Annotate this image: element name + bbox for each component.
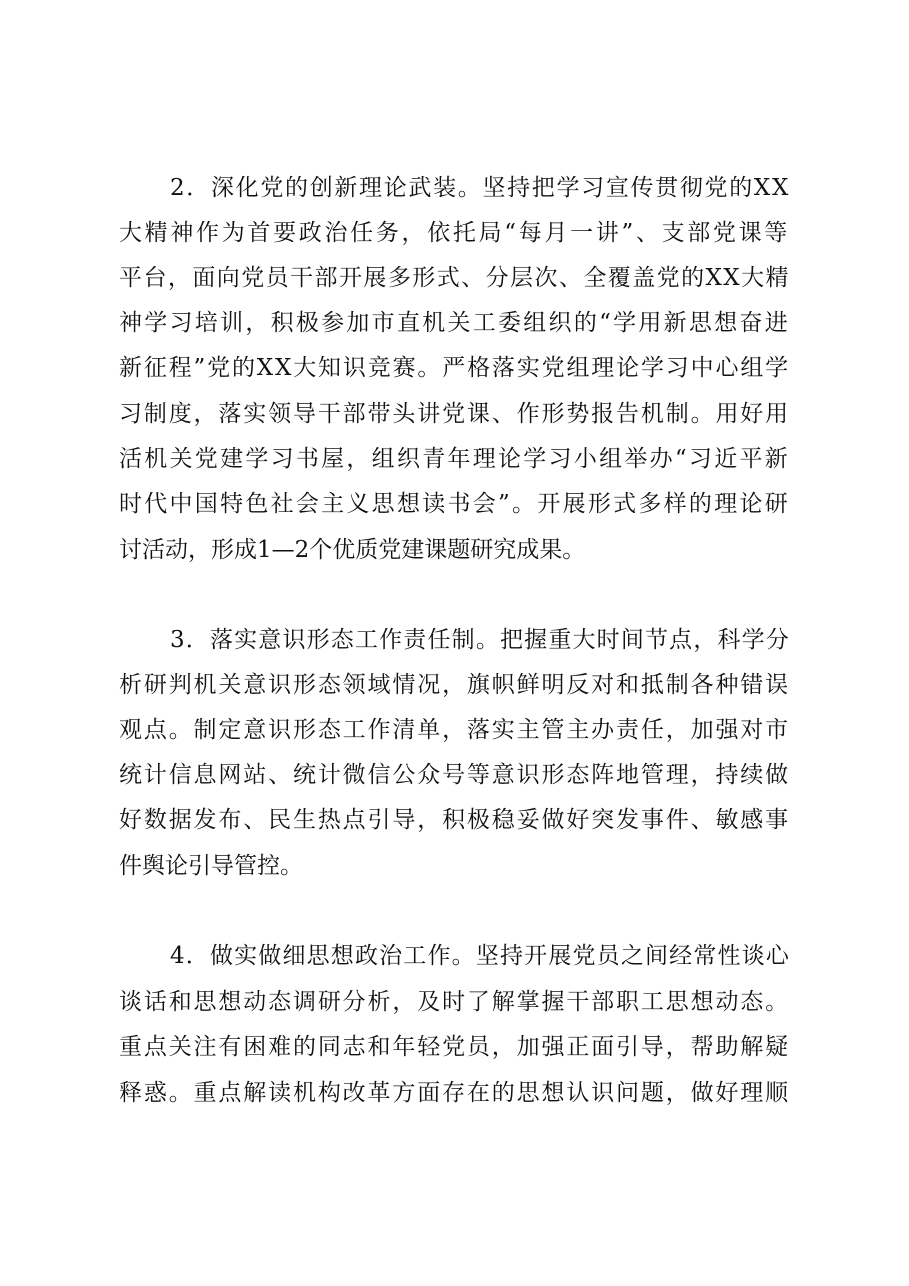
text-line: 新征程”党的XX大知识竞赛。严格落实党组理论学习中心组学 — [119, 355, 790, 381]
text-line: 谈话和思想动态调研分析，及时了解掌握干部职工思想动态。 — [119, 989, 790, 1015]
paragraph-4-line-4 — [0, 1073, 909, 1113]
paragraph-2-line-2 — [0, 213, 909, 253]
paragraph-4-line-2 — [0, 982, 909, 1022]
text-line: 好数据发布、民生热点引导，积极稳妥做好突发事件、敏感事 — [119, 807, 790, 833]
paragraph-3-line-2 — [0, 665, 909, 705]
paragraph-2-line-7 — [0, 439, 909, 479]
paragraph-2-line-9 — [0, 530, 909, 570]
text-line: 析研判机关意识形态领域情况，旗帜鲜明反对和抵制各种错误 — [119, 672, 790, 698]
text-line: 讨活动，形成1—2个优质党建课题研究成果。 — [119, 537, 586, 563]
text-line: 平台，面向党员干部开展多形式、分层次、全覆盖党的XX大精 — [119, 265, 790, 291]
paragraph-4-line-1 — [0, 936, 909, 976]
paragraph-2-line-5 — [0, 348, 909, 388]
text-line: 活机关党建学习书屋，组织青年理论学习小组举办“习近平新 — [119, 446, 790, 472]
text-line: 时代中国特色社会主义思想读书会”。开展形式多样的理论研 — [119, 491, 790, 517]
text-line: 习制度，落实领导干部带头讲党课、作形势报告机制。用好用 — [119, 401, 790, 427]
text-line: 观点。制定意识形态工作清单，落实主管主办责任，加强对市 — [119, 717, 790, 743]
paragraph-4-line-3 — [0, 1027, 909, 1067]
text-line: 大精神作为首要政治任务，依托局“每月一讲”、支部党课等 — [119, 220, 790, 246]
paragraph-2-line-6 — [0, 394, 909, 434]
text-line: 3．落实意识形态工作责任制。把握重大时间节点，科学分 — [170, 627, 790, 653]
paragraph-3-line-6 — [0, 846, 909, 886]
paragraph-3-line-5 — [0, 800, 909, 840]
text-line: 件舆论引导管控。 — [119, 853, 303, 879]
text-line: 统计信息网站、统计微信公众号等意识形态阵地管理，持续做 — [119, 762, 790, 788]
text-line: 神学习培训，积极参加市直机关工委组织的“学用新思想奋进 — [119, 310, 790, 336]
paragraph-3-line-4 — [0, 755, 909, 795]
paragraph-2-line-3 — [0, 258, 909, 298]
text-line: 2．深化党的创新理论武装。坚持把学习宣传贯彻党的XX — [170, 175, 790, 201]
text-line: 释惑。重点解读机构改革方面存在的思想认识问题，做好理顺 — [119, 1080, 790, 1106]
paragraph-2-line-8 — [0, 484, 909, 524]
paragraph-2-line-4 — [0, 303, 909, 343]
text-line: 4．做实做细思想政治工作。坚持开展党员之间经常性谈心 — [170, 943, 790, 969]
paragraph-3-line-1 — [0, 620, 909, 660]
paragraph-2-line-1 — [0, 168, 909, 208]
paragraph-3-line-3 — [0, 710, 909, 750]
text-line: 重点关注有困难的同志和年轻党员，加强正面引导，帮助解疑 — [119, 1034, 790, 1060]
